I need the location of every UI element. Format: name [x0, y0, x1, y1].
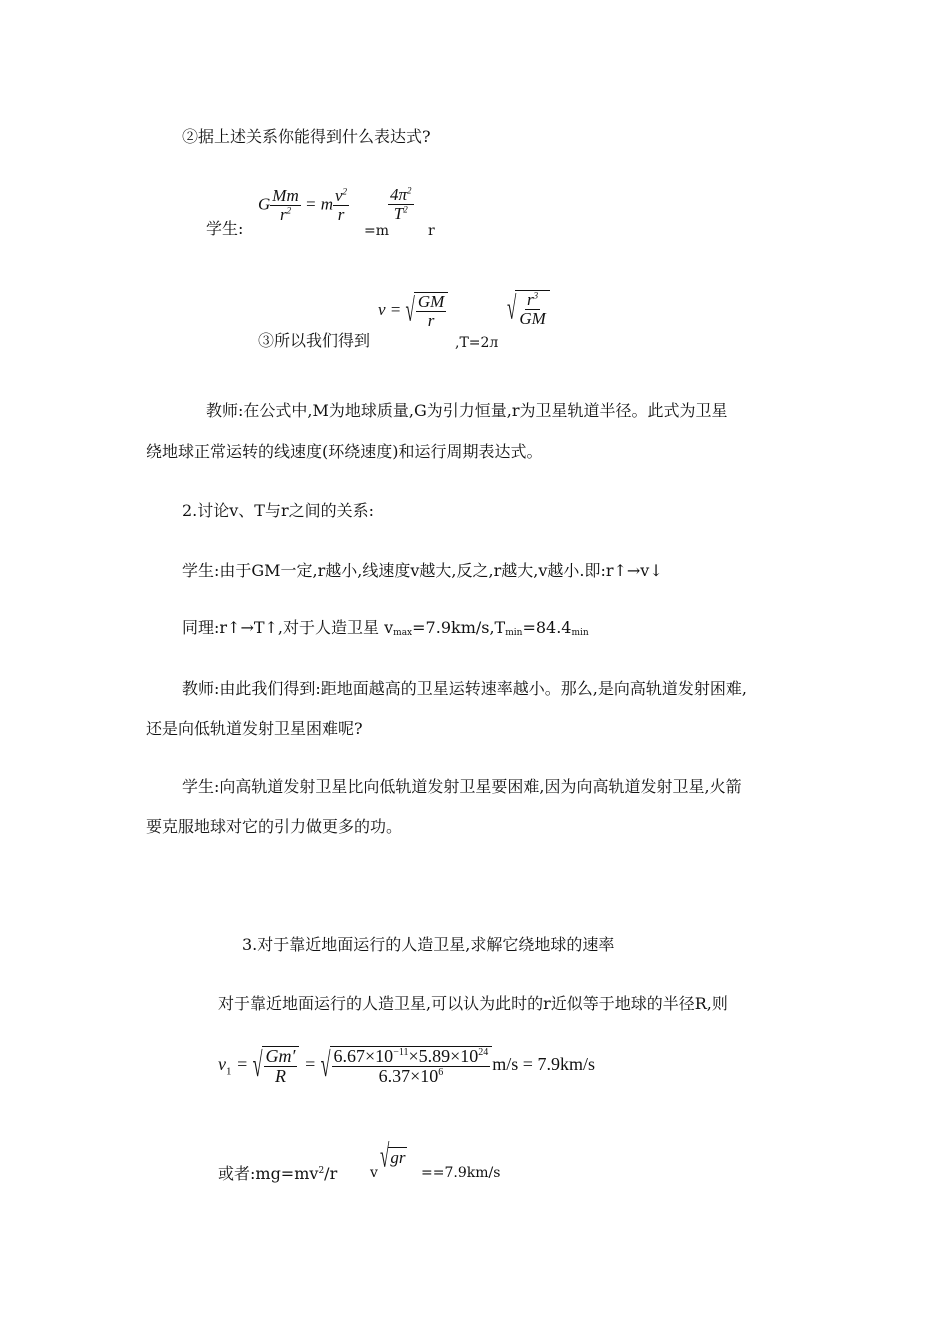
item-3-heading: 3.对于靠近地面运行的人造卫星,求解它绕地球的速率	[242, 935, 615, 954]
item-2-heading: 2.讨论v、T与r之间的关系:	[182, 501, 375, 520]
teacher-1-line-1: 教师:在公式中,M为地球质量,G为引力恒量,r为卫星轨道半径。此式为卫星	[206, 401, 728, 420]
alternative-result: ==7.9km/s	[421, 1165, 501, 1181]
sqrt-gr: √gr	[380, 1138, 406, 1175]
teacher-2-line-1: 教师:由此我们得到:距地面越高的卫星运转速率越小。那么,是向高轨道发射困难,	[182, 679, 747, 698]
equation-tail: r	[428, 223, 435, 239]
question-3-mid: ,T=2л	[455, 335, 499, 351]
equation-mid: =m	[364, 223, 390, 239]
teacher-1-line-2: 绕地球正常运转的线速度(环绕速度)和运行周期表达式。	[146, 442, 543, 461]
student-3-line-2: 要克服地球对它的引力做更多的功。	[146, 817, 403, 836]
gravity-equation: G $\frac{Mm}{r^2}$ = m $\frac{v^2}{r}$	[258, 186, 348, 224]
alternative-v: v	[370, 1165, 378, 1181]
near-ground-text: 对于靠近地面运行的人造卫星,可以认为此时的r近似等于地球的半径R,则	[218, 994, 728, 1013]
first-cosmic-velocity-formula: $v_1$ = √ $\frac{Gm'}{R}$ = √ $\frac{6.67\times 10^{-11}\times 5.89\times 10^{24}}{6.37\times 10^6}$ m/s = 7.9km/s	[218, 1045, 595, 1086]
period-formula: √ $\frac{r^3}{GM}$	[507, 290, 550, 328]
same-reasoning: 同理:r↑→T↑,对于人造卫星 $v_{max}=7.9km/s,T_{min}=84.4_{min}$	[182, 618, 589, 638]
student-2: 学生:由于GM一定,r越小,线速度v越大,反之,r越大,v越小.即:r↑→v↓	[182, 561, 663, 580]
student-3-line-1: 学生:向高轨道发射卫星比向低轨道发射卫星要困难,因为向高轨道发射卫星,火箭	[182, 777, 742, 796]
period-fraction: $\frac{4\pi^2}{T^2}$	[390, 185, 412, 223]
teacher-2-line-2: 还是向低轨道发射卫星困难呢?	[146, 719, 363, 738]
student-1-label: 学生:	[206, 219, 244, 238]
question-2: ②据上述关系你能得到什么表达式?	[182, 127, 431, 146]
velocity-formula: v = √ $\frac{GM}{r}$	[378, 292, 448, 330]
alternative-method: 或者$:mg=mv^2/r$	[218, 1164, 338, 1183]
question-3-text: ③所以我们得到	[258, 331, 371, 350]
